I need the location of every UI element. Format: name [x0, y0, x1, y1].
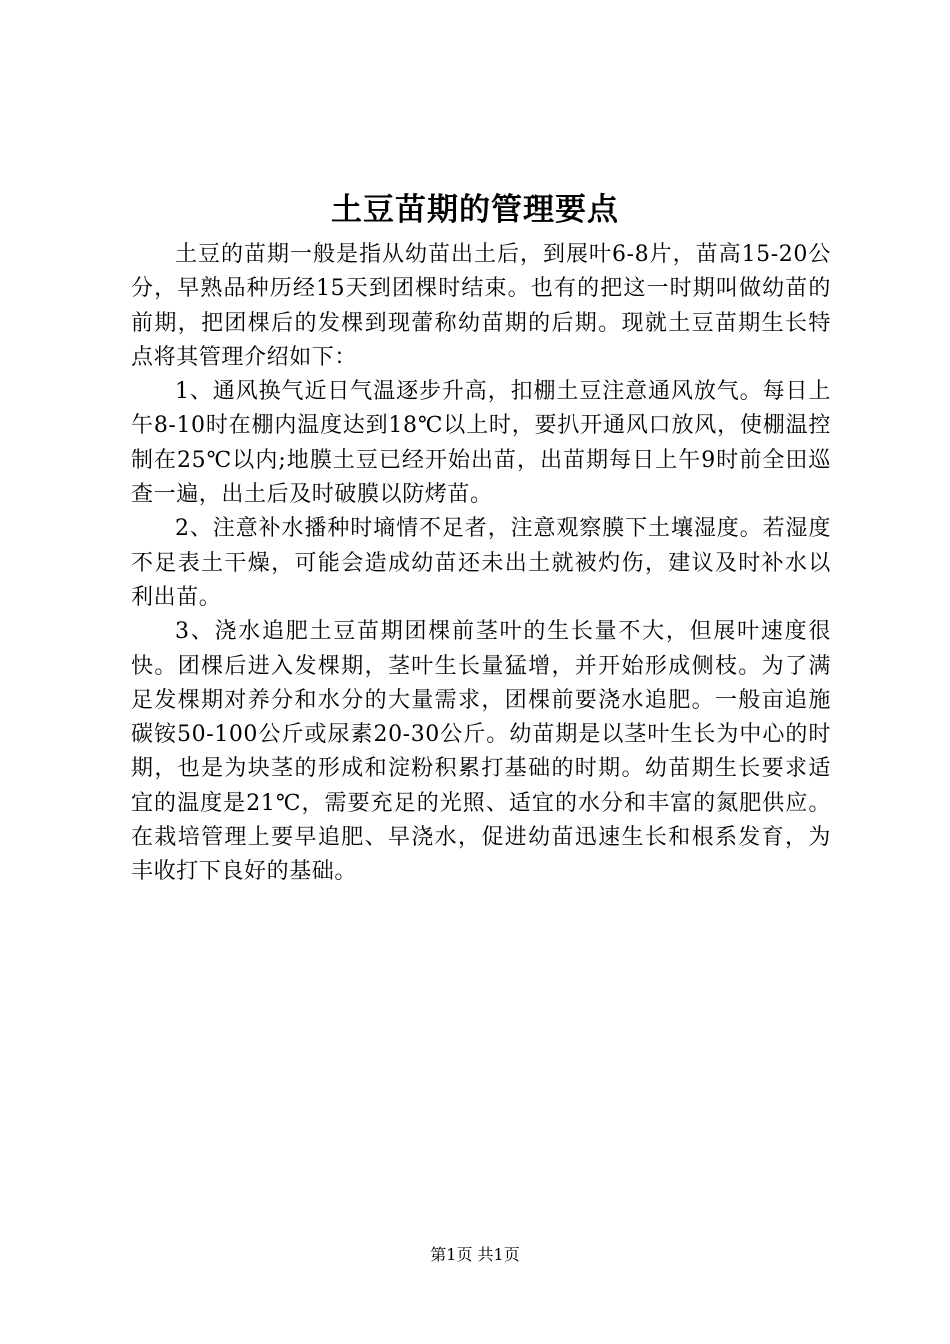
paragraph-fertilizing: 3、浇水追肥土豆苗期团棵前茎叶的生长量不大，但展叶速度很快。团棵后进入发棵期，茎叶生长量猛增，并开始形成侧枝。为了满足发棵期对养分和水分的大量需求，团棵前要浇水追肥。一般亩追施碳铵50-100公斤或尿素20-30公斤。幼苗期是以茎叶生长为中心的时期，也是为块茎的形成和淀粉积累打基础的时期。幼苗期生长要求适宜的温度是21℃，需要充足的光照、适宜的水分和丰富的氮肥供应。在栽培管理上要早追肥、早浇水，促进幼苗迅速生长和根系发育，为丰收打下良好的基础。 [131, 619, 831, 885]
document-title: 土豆苗期的管理要点 [331, 192, 619, 228]
paragraph-intro: 土豆的苗期一般是指从幼苗出土后，到展叶6-8片，苗高15-20公分，早熟品种历经15天到团棵时结束。也有的把这一时期叫做幼苗的前期，把团棵后的发棵到现蕾称幼苗期的后期。现就土豆苗期生长特点将其管理介绍如下： [131, 242, 831, 370]
paragraph-ventilation: 1、通风换气近日气温逐步升高，扣棚土豆注意通风放气。每日上午8-10时在棚内温度达到18℃以上时，要扒开通风口放风，使棚温控制在25℃以内;地膜土豆已经开始出苗，出苗期每日上午9时前全田巡查一遍，出土后及时破膜以防烤苗。 [131, 379, 831, 508]
page-footer: 第1页 共1页 [430, 1245, 520, 1264]
document-body [131, 238, 831, 890]
paragraph-watering: 2、注意补水播种时墒情不足者，注意观察膜下土壤湿度。若湿度不足表土干燥，可能会造成幼苗还未出土就被灼伤，建议及时补水以利出苗。 [131, 516, 831, 610]
